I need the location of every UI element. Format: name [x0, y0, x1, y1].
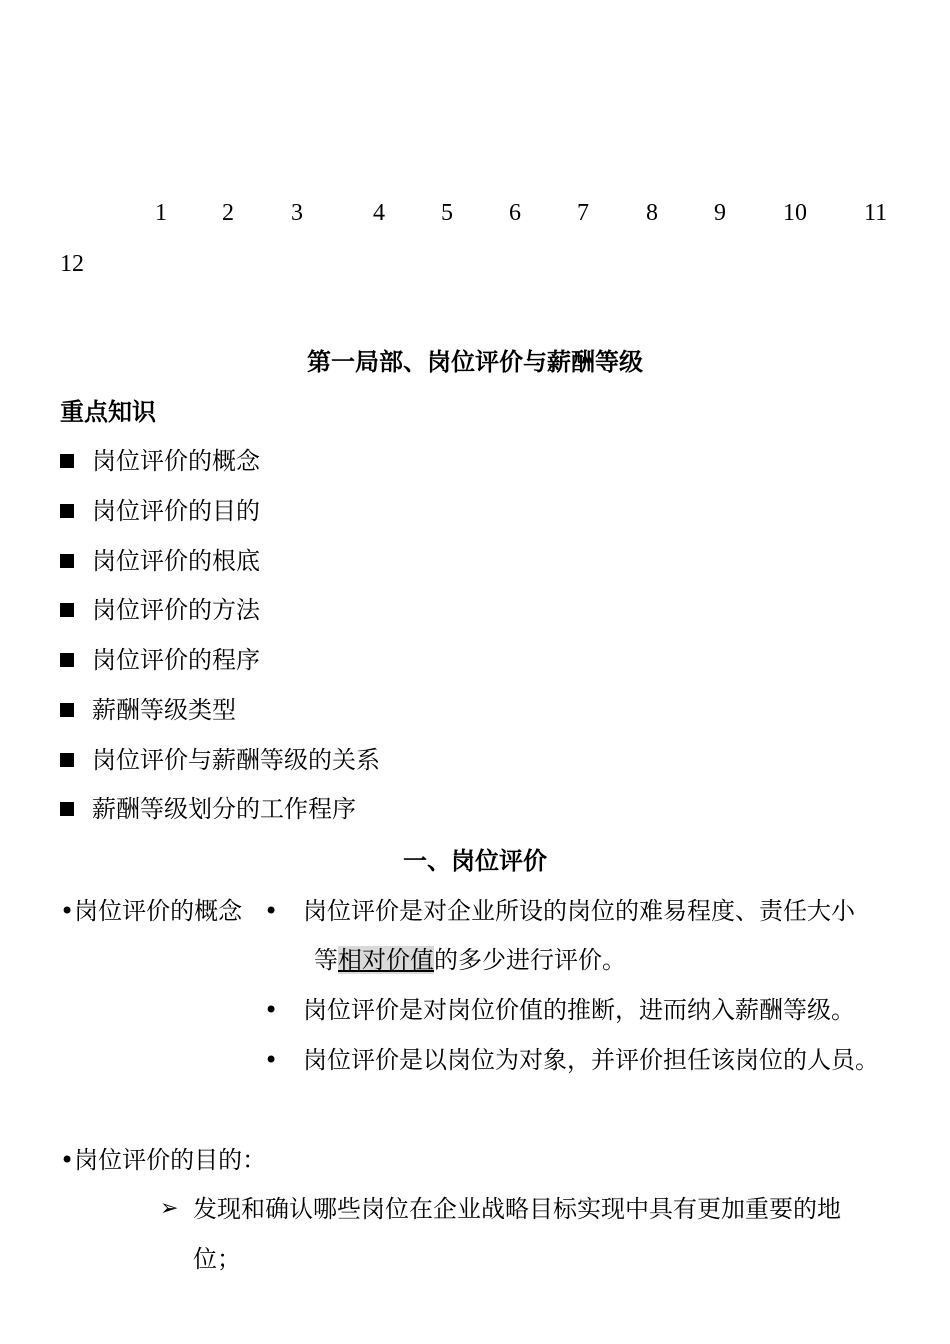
bullet-icon: • — [264, 1046, 279, 1074]
concept-bullet-1-line-1: 岗位评价是对企业所设的岗位的难易程度、责任大小 — [303, 897, 855, 925]
concept-label: •岗位评价的概念 — [60, 897, 243, 925]
square-bullet-icon — [60, 802, 74, 816]
list-item-text: 岗位评价的根底 — [92, 547, 260, 575]
square-bullet-icon — [60, 554, 74, 568]
list-item — [60, 595, 260, 625]
arrow-bullet-icon: ➢ — [160, 1196, 179, 1221]
page-number[interactable]: 9 — [714, 200, 726, 226]
page-number[interactable]: 2 — [222, 200, 234, 226]
list-item — [60, 645, 260, 675]
square-bullet-icon — [60, 703, 74, 717]
bullet-icon: • — [264, 897, 279, 925]
page-number[interactable]: 4 — [373, 200, 385, 226]
list-item-text: 岗位评价与薪酬等级的关系 — [92, 746, 380, 774]
list-item — [60, 446, 260, 476]
list-item-text: 岗位评价的概念 — [92, 447, 260, 475]
square-bullet-icon — [60, 603, 74, 617]
key-points-heading: 重点知识 — [60, 398, 156, 426]
page-number[interactable]: 7 — [577, 200, 589, 226]
page-number[interactable]: 12 — [60, 251, 84, 277]
page-title: 第一局部、岗位评价与薪酬等级 — [307, 348, 643, 376]
page-number[interactable]: 5 — [441, 200, 453, 226]
page-number[interactable]: 6 — [509, 200, 521, 226]
list-item — [60, 745, 380, 775]
list-item-text: 薪酬等级类型 — [92, 696, 236, 724]
page-number[interactable]: 10 — [783, 200, 807, 226]
text-fragment: 等 — [314, 946, 338, 974]
list-item — [60, 794, 356, 824]
list-item — [60, 546, 260, 576]
concept-bullet-1-line-2 — [314, 945, 626, 975]
section-title: 一、岗位评价 — [403, 847, 547, 875]
bullet-icon: • — [264, 996, 279, 1024]
page-number[interactable]: 8 — [646, 200, 658, 226]
concept-bullet-3: 岗位评价是以岗位为对象，并评价担任该岗位的人员。 — [303, 1046, 879, 1074]
list-item-text: 岗位评价的方法 — [92, 596, 260, 624]
list-item-text: 薪酬等级划分的工作程序 — [92, 795, 356, 823]
square-bullet-icon — [60, 653, 74, 667]
list-item — [60, 695, 236, 725]
purpose-item-1-line-2: 位； — [193, 1245, 241, 1273]
list-item-text: 岗位评价的程序 — [92, 646, 260, 674]
purpose-label: •岗位评价的目的： — [60, 1146, 267, 1174]
square-bullet-icon — [60, 504, 74, 518]
concept-bullet-2: 岗位评价是对岗位价值的推断，进而纳入薪酬等级。 — [303, 996, 855, 1024]
purpose-item-1-line-1: 发现和确认哪些岗位在企业战略目标实现中具有更加重要的地 — [193, 1195, 841, 1223]
list-item — [60, 496, 260, 526]
page-number[interactable]: 1 — [155, 200, 167, 226]
text-fragment: 的多少进行评价。 — [434, 946, 626, 974]
square-bullet-icon — [60, 454, 74, 468]
page-number[interactable]: 3 — [291, 200, 303, 226]
square-bullet-icon — [60, 753, 74, 767]
page-number[interactable]: 11 — [864, 200, 888, 226]
highlighted-term[interactable]: 相对价值 — [338, 946, 434, 974]
list-item-text: 岗位评价的目的 — [92, 497, 260, 525]
